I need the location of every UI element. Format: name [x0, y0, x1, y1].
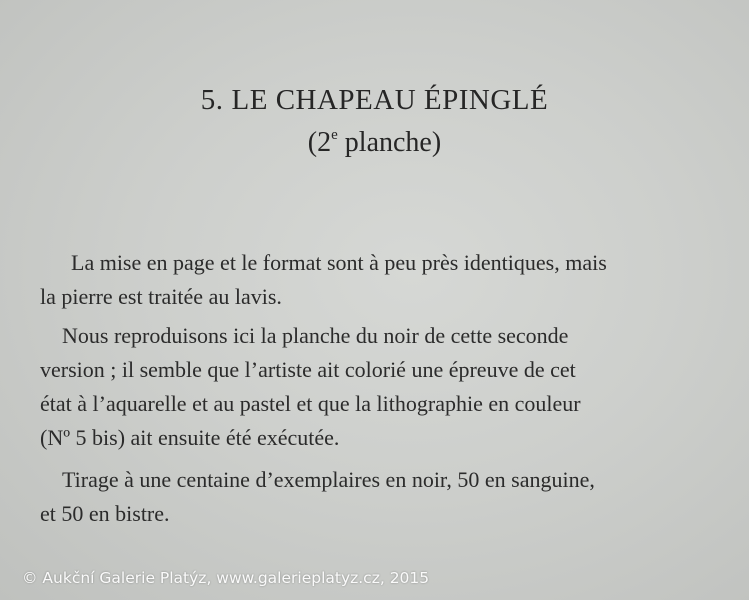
paragraph-1 [40, 246, 704, 314]
paragraph-line: version ; il semble que l’artiste ait colorié une épreuve de cet [40, 357, 576, 382]
paragraph-line: (Nº 5 bis) ait ensuite été exécutée. [40, 425, 340, 450]
paragraph-line: et 50 en bistre. [40, 501, 170, 526]
subtitle-rest: planche) [337, 127, 442, 158]
paragraph-line: La mise en page et le format sont à peu près identiques, mais [71, 250, 607, 275]
paragraph-line: la pierre est traitée au lavis. [40, 284, 282, 309]
paragraph-line: Nous reproduisons ici la planche du noir de cette seconde [62, 323, 569, 348]
page-subtitle [0, 127, 749, 159]
paragraph-2 [40, 319, 704, 455]
title-number: 5. [200, 84, 224, 116]
paragraph-line: état à l’aquarelle et au pastel et que la lithographie en couleur [40, 391, 581, 416]
page-title [0, 84, 749, 117]
subtitle-open: (2 [307, 127, 332, 158]
paragraph-3 [40, 463, 704, 531]
copyright-watermark: © Aukční Galerie Platýz, www.galerieplatyz.cz, 2015 [22, 569, 430, 587]
title-text: LE CHAPEAU ÉPINGLÉ [231, 84, 549, 116]
subtitle-superscript: e [331, 127, 338, 143]
paragraph-line: Tirage à une centaine d’exemplaires en noir, 50 en sanguine, [62, 467, 595, 492]
